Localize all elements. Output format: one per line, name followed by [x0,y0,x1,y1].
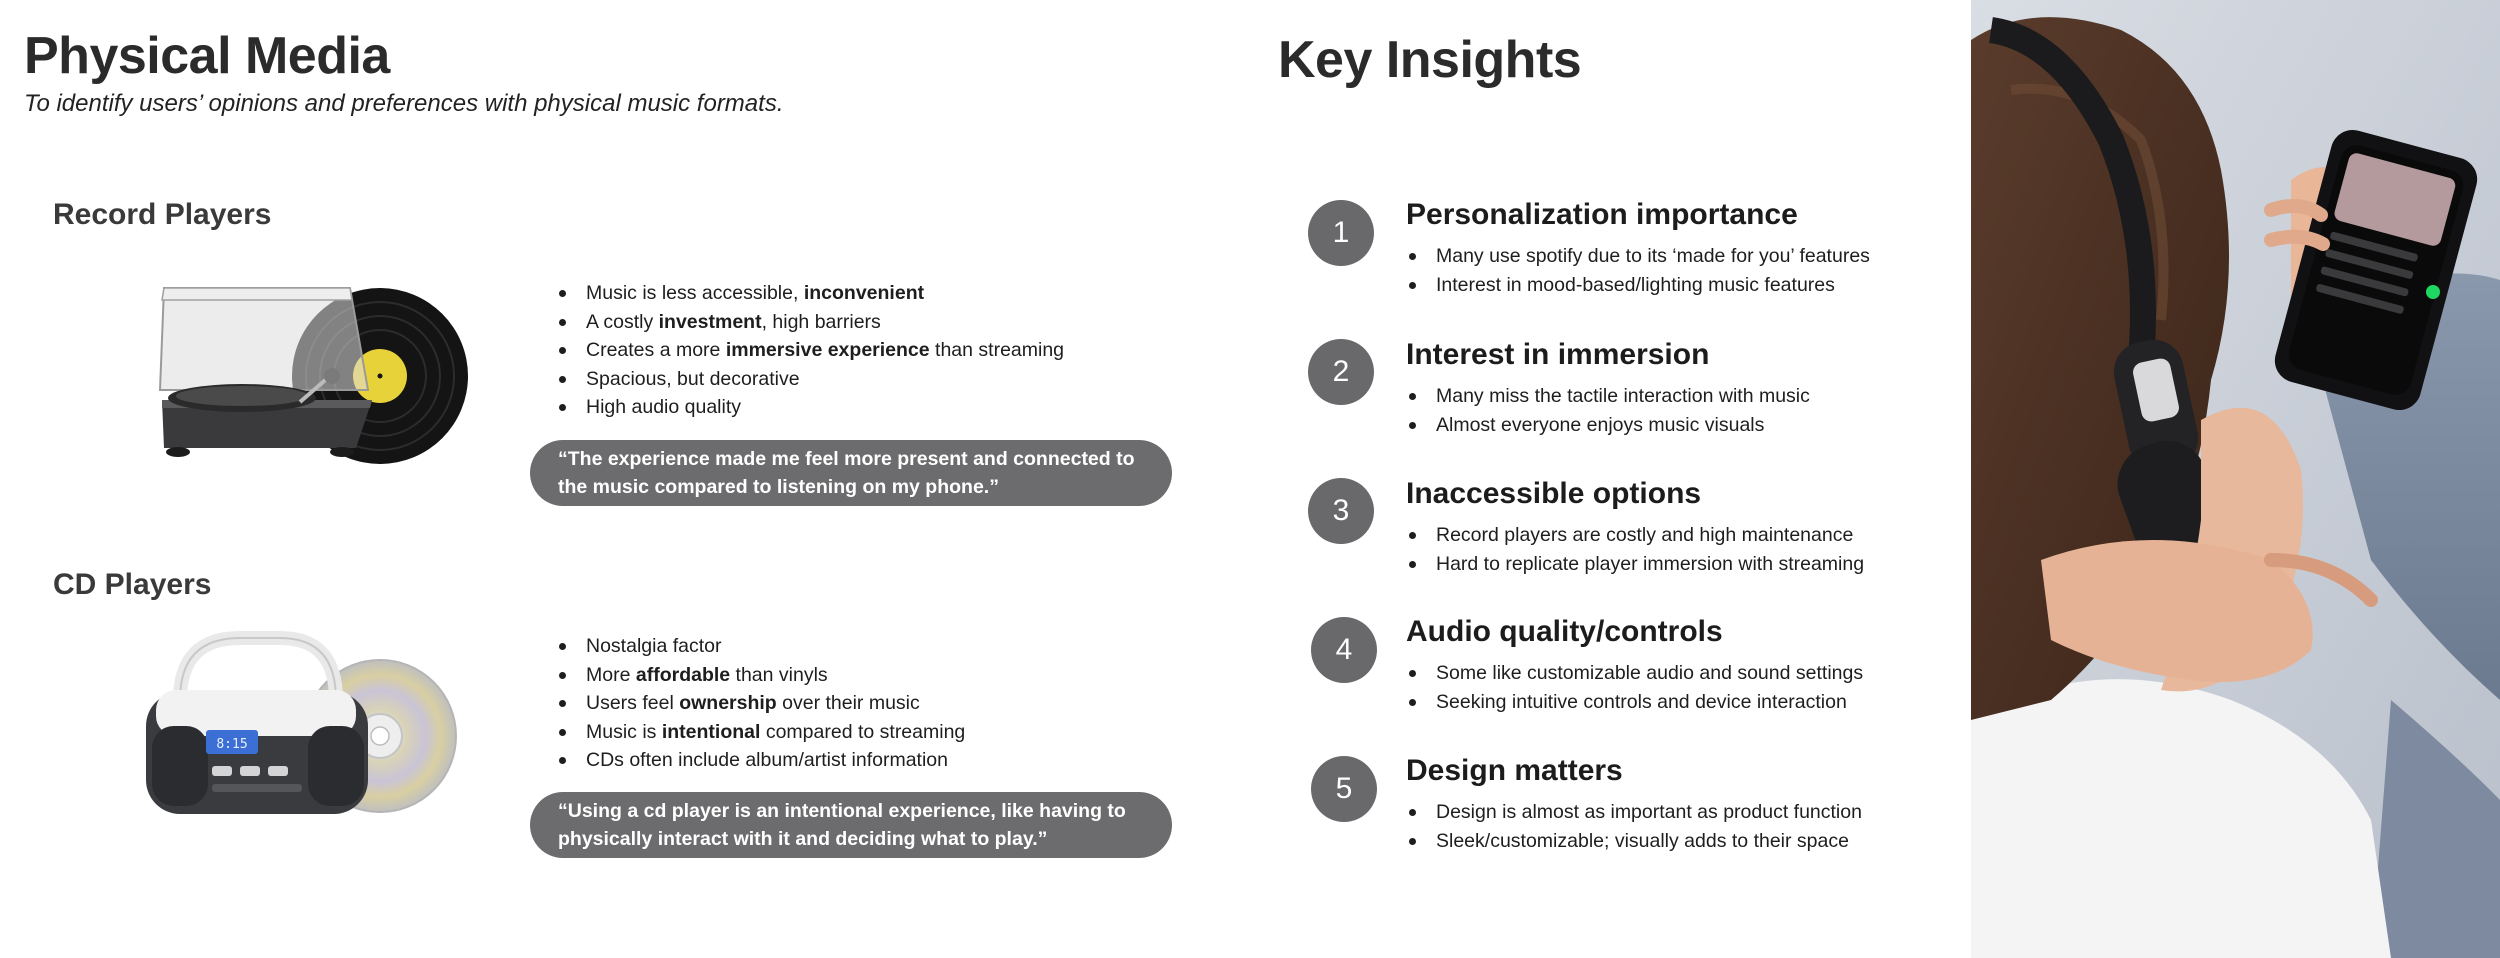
insight-number-badge: 5 [1311,756,1377,822]
list-item: CDs often include album/artist information [556,746,965,775]
insight-heading: Personalization importance [1406,198,1798,231]
list-item: More affordable than vinyls [556,661,965,690]
quote-line: “Using a cd player is an intentional experience, like having to [558,800,1126,822]
person-with-headphones-holding-phone-icon [1971,0,2500,958]
record-players-title: Record Players [53,198,272,231]
insight-heading: Audio quality/controls [1406,615,1723,648]
page-subtitle: To identify users’ opinions and preferences with physical music formats. [24,90,784,117]
list-item: Some like customizable audio and sound settings [1406,659,1863,688]
list-item: Many use spotify due to its ‘made for you’ features [1406,242,1870,271]
insight-item [0,477,1960,607]
list-item: Nostalgia factor [556,632,965,661]
list-item: Users feel ownership over their music [556,689,965,718]
insight-number-badge: 1 [1308,200,1374,266]
list-item: Design is almost as important as product function [1406,798,1862,827]
list-item: Many miss the tactile interaction with music [1406,382,1810,411]
list-item: Creates a more immersive experience than streaming [556,336,1064,365]
list-item: Music is intentional compared to streaming [556,718,965,747]
insight-heading: Design matters [1406,754,1623,787]
quote-line: “The experience made me feel more present and connected to [558,448,1135,470]
insights-title: Key Insights [1278,31,1582,89]
insight-points [1406,659,1863,716]
insight-points [1406,382,1810,439]
insight-heading: Inaccessible options [1406,477,1702,510]
list-item: Interest in mood-based/lighting music features [1406,271,1870,300]
insight-item [0,615,1960,745]
list-item: A costly investment, high barriers [556,308,1064,337]
list-item: Hard to replicate player immersion with streaming [1406,550,1864,579]
insight-item [0,754,1960,884]
insight-item [0,338,1960,468]
insight-number-badge: 2 [1308,339,1374,405]
list-item: Spacious, but decorative [556,365,1064,394]
boombox-display-text: 8:15 [216,737,248,752]
list-item: Music is less accessible, inconvenient [556,279,1064,308]
insight-points [1406,798,1862,855]
insight-heading: Interest in immersion [1406,338,1710,371]
insight-number-badge: 4 [1311,617,1377,683]
page-title: Physical Media [24,27,390,85]
cd-players-title: CD Players [53,568,212,601]
insight-item [0,198,1960,328]
insight-points [1406,521,1864,578]
list-item: Record players are costly and high maintenance [1406,521,1864,550]
insight-points [1406,242,1870,299]
quote-line: physically interact with it and deciding what to play.” [558,828,1048,850]
list-item: High audio quality [556,393,1064,422]
quote-line: the music compared to listening on my phone.” [558,476,999,498]
insight-number-badge: 3 [1308,478,1374,544]
list-item: Seeking intuitive controls and device interaction [1406,688,1863,717]
list-item: Sleek/customizable; visually adds to their space [1406,827,1862,856]
list-item: Almost everyone enjoys music visuals [1406,411,1810,440]
